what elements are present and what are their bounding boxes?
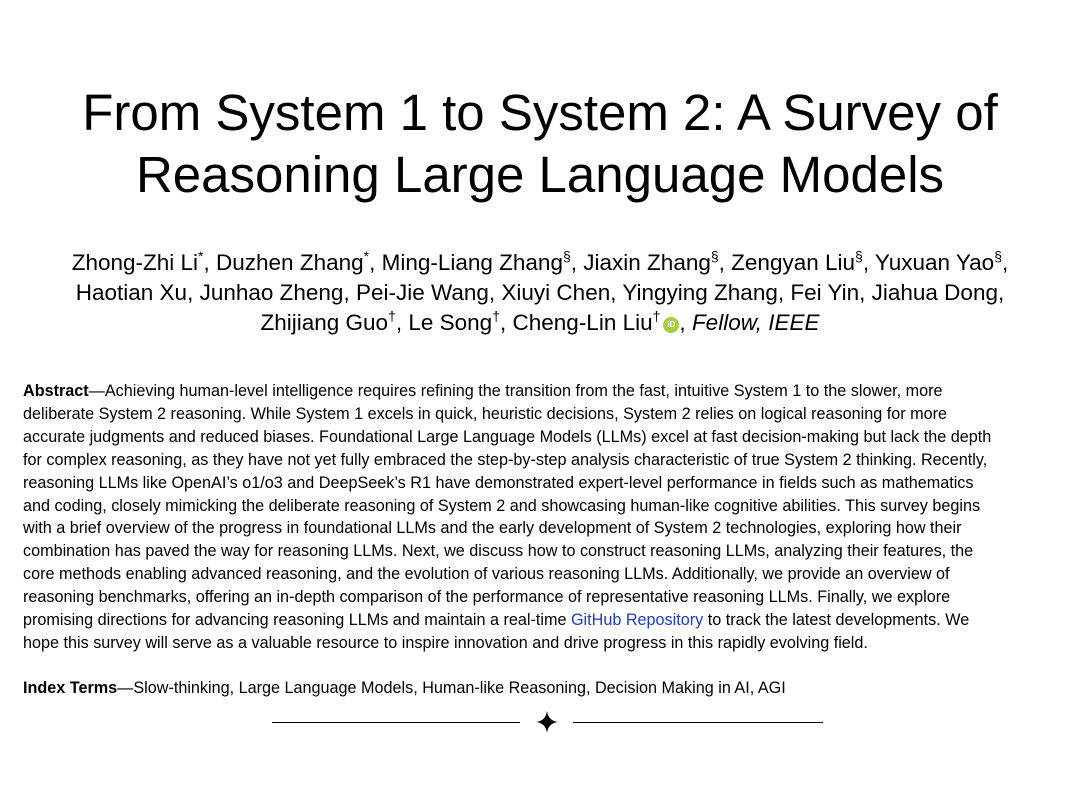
abstract-line: reasoning LLMs like OpenAI’s o1/o3 and DeepSeek’s R1 have demonstrated expert-level performance in fields such as mathematics — [23, 473, 974, 492]
abstract-line: reasoning benchmarks, offering an in-depth comparison of the performance of representative reasoning LLMs. Finally, we explore — [23, 588, 951, 607]
orcid-icon[interactable]: iD — [663, 317, 679, 333]
author-mark: § — [994, 247, 1002, 264]
author-mark: § — [562, 247, 571, 264]
fellow-ieee-label: Fellow, IEEE — [691, 310, 820, 335]
author-name: Ming-Liang Zhang — [381, 250, 563, 275]
author-name: Duzhen Zhang — [216, 250, 364, 275]
author-mark: § — [710, 247, 719, 264]
title-line-1: From System 1 to System 2: A Survey of — [82, 84, 998, 141]
abstract-line: deliberate System 2 reasoning. While System 1 excels in quick, heuristic decisions, System 2 relies on logical reasoning for more — [23, 404, 948, 423]
author-mark: § — [855, 247, 863, 264]
author-line-3: Zhijiang Guo†, Le Song†, Cheng-Lin Liu†iD , Fellow, IEEE — [260, 307, 820, 335]
author-name: Zhong-Zhi Li — [71, 250, 199, 275]
author-mark: * — [363, 247, 370, 264]
author-mark: † — [388, 307, 396, 324]
index-terms-label: Index Terms — [23, 679, 118, 697]
abstract-line: core methods enabling advanced reasoning, and the evolution of various reasoning LLMs. Additionally, we provide an overview of — [23, 565, 950, 584]
author-name: Le Song — [408, 310, 493, 335]
author-name: Jiaxin Zhang — [583, 250, 711, 275]
title-line-2: Reasoning Large Language Models — [135, 146, 945, 203]
abstract-line: Abstract—Achieving human-level intelligence requires refining the transition from the fast, intuitive System 1 to the slower, more — [23, 382, 943, 400]
abstract-label: Abstract — [23, 382, 89, 400]
abstract — [23, 380, 1073, 655]
author-line-2: Haotian Xu, Junhao Zheng, Pei-Jie Wang, Xiuyi Chen, Yingying Zhang, Fei Yin, Jiahua Dong, — [75, 280, 1005, 305]
author-name: Zengyan Liu — [731, 250, 856, 275]
divider-rule-right — [573, 722, 823, 723]
abstract-line: for complex reasoning, as they have not yet fully embraced the step-by-step analysis characteristic of true System 2 thinking. Recently, — [23, 450, 988, 469]
author-line-1: Zhong-Zhi Li*, Duzhen Zhang*, Ming-Liang Zhang§, Jiaxin Zhang§, Zengyan Liu§, Yuxuan Yao§, — [71, 247, 1009, 275]
author-mark: * — [198, 247, 204, 264]
abstract-line: and coding, closely mimicking the deliberate reasoning of System 2 and showcasing human-like cognitive abilities. This survey begins — [23, 496, 981, 515]
github-repository-link[interactable]: GitHub Repository — [570, 611, 704, 630]
author-list — [0, 248, 1080, 338]
paper-title — [0, 82, 1080, 206]
author-name: Yuxuan Yao — [874, 250, 995, 275]
abstract-line: hope this survey will serve as a valuable resource to inspire innovation and drive progress in this rapidly evolving field. — [23, 633, 868, 652]
index-terms-text: —Slow-thinking, Large Language Models, Human-like Reasoning, Decision Making in AI, AGI — [117, 679, 786, 697]
abstract-line: promising directions for advancing reasoning LLMs and maintain a real-time GitHub Repository to track the latest developments. We — [23, 611, 970, 630]
four-point-star-icon — [536, 711, 558, 733]
abstract-line: accurate judgments and reduced biases. Foundational Large Language Models (LLMs) excel at fast decision-making but lack the depth — [23, 427, 992, 446]
abstract-line: with a brief overview of the progress in foundational LLMs and the early development of System 2 technologies, exploring how their — [23, 519, 962, 538]
author-mark: † — [652, 307, 661, 324]
author-name: Zhijiang Guo — [260, 310, 389, 335]
author-name: Cheng-Lin Liu — [512, 310, 653, 335]
abstract-line: combination has paved the way for reasoning LLMs. Next, we discuss how to construct reasoning LLMs, analyzing their features, the — [23, 542, 974, 561]
author-mark: † — [492, 307, 500, 324]
index-terms — [23, 677, 1073, 700]
divider-rule-left — [272, 722, 520, 723]
